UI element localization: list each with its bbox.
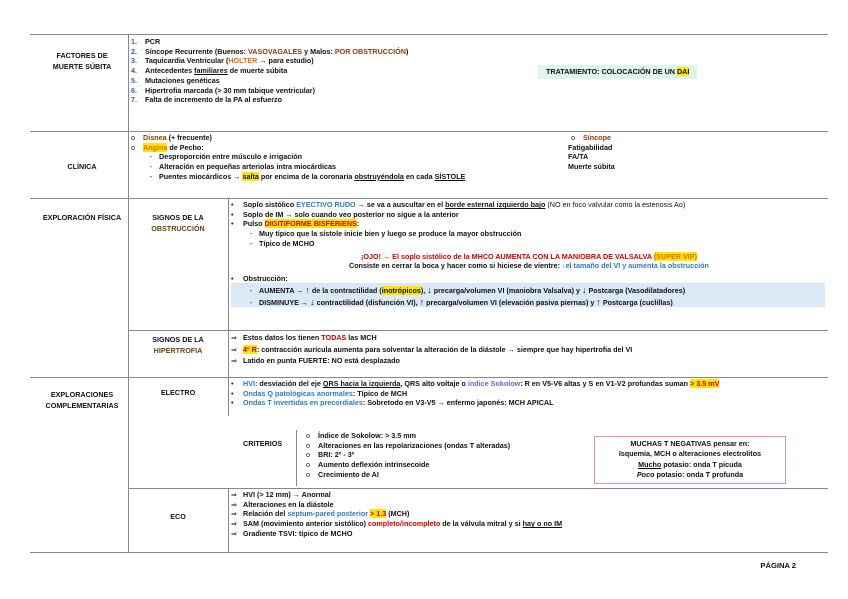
electro-list: • HVI: desviación del eje QRS hacia la izquierda, QRS alto voltaje o índice Sokolow: R en V5-V6 altas y S en V1-V2 profundas suman > 3.5 mV • Ondas Q patológicas anormales: Típico de MCH • Ondas T invertidas en precordiales: Sobretodo en V3-V5 → enfermo japonés: MCH APICAL xyxy=(231,379,720,408)
t-negativas-box: MUCHAS T NEGATIVAS pensar en: Isquemia, MCH o alteraciones electrolitos Mucho potasio: onda T picuda Poco potasio: onda T profunda xyxy=(594,436,786,484)
factores-row xyxy=(30,34,828,131)
exploracion-label: EXPLORACIÓN FÍSICA xyxy=(42,213,122,222)
tratamiento-box: TRATAMIENTO: COLOCACIÓN DE UN DAI xyxy=(538,65,697,79)
clinica-row xyxy=(30,131,828,198)
obstruccion-list: • Soplo sistólico EYECTIVO RUDO → se va a auscultar en el borde esternal izquierdo bajo (NO en foco valvular como la estenosis Ao) • Soplo de IM → solo cuando veo posterior no sigue a la anterior • Pulso DIGITIFORME BISFERIENS: - Muy típico que la sístole inicie bien y luego se produce la mayor obstrucción - Típico de MCHO ¡OJO! → El soplo sistólico de la MHCO AUMENTA CON LA MANIOBRA DE VALSALVA (SUPER VIP) Consiste en cerrar la boca y hacer como si hiciese de vientre: ↓el tamaño del VI y aumenta la obstrucción • Obstrucción: - AUMENTA → ↑ de la contractilidad (inotrópicos), ↓ precarga/volumen VI (maniobra Valsalva) y ↓ Postcarga (Vasodilatadores) - DISMINUYE → ↓ contractilidad (disfunción VI), ↑ precarga/volumen VI (elevación pasiva piernas) y ↑ Postcarga (cuclillas) xyxy=(231,200,709,307)
hipertrofia-label: SIGNOS DE LA HIPERTROFIA xyxy=(152,335,204,355)
obstruccion-label: SIGNOS DE LA OBSTRUCCIÓN xyxy=(151,213,205,233)
exploracion-row xyxy=(30,198,828,377)
clinica-right: o Síncope Fatigabilidad FA/TA Muerte súbita xyxy=(568,133,615,172)
clinica-list: o Disnea (+ frecuente) o Angina de Pecho: - Desproporción entre músculo e irrigación - Alteración en pequeñas arteriolas intra miocárdicas - Puentes miocárdicos → salta por encima de la coronaria obstruyéndola en cada SÍSTOLE xyxy=(131,133,466,181)
eco-list: ⇒ HVI (> 12 mm) → Anormal ⇒ Alteraciones en la diástole ⇒ Relación del septum-pared posterior > 1.3 (MCH) ⇒ SAM (movimiento anterior sistólico) completo/incompleto de la válvula mitral y si hay o no IM ⇒ Gradiente TSVI: típico de MCHO xyxy=(231,490,563,538)
hipertrofia-list: ⇒ Estos datos los tienen TODAS las MCH ⇒ 4º R: contracción aurícula aumenta para solventar la alteración de la diástole → siempre que hay hipertrofia del VI ⇒ Latido en punta FUERTE: NO está desplazado xyxy=(231,333,633,366)
electro-label: ELECTRO xyxy=(160,388,196,397)
complementarias-label: EXPLORACIONES COMPLEMENTARIAS xyxy=(45,390,119,410)
criterios-list: o Índice de Sokolow: > 3.5 mm o Alteraciones en las repolarizaciones (ondas T alteradas) o BRI: 2º - 3º o Aumento deflexión intrinsecoide o Crecimiento de AI xyxy=(306,431,511,479)
eco-label: ECO xyxy=(170,512,186,521)
complementarias-row xyxy=(30,377,828,553)
factores-list: 1. PCR 2. Síncope Recurrente (Buenos: VASOVAGALES y Malos: POR OBSTRUCCIÓN) 3. Taquicardia Ventricular (HOLTER → para estudio) 4. Antecedentes familiares de muerte súbita 5. Mutaciones genéticas 6. Hipertrofia marcada (> 30 mm tabique ventricular) 7. Falta de incremento de la PA al esfuerzo xyxy=(131,37,409,105)
clinica-label: CLÍNICA xyxy=(67,162,97,171)
summary-table xyxy=(30,34,828,553)
page-number: PÁGINA 2 xyxy=(760,560,796,570)
factores-label: FACTORES DE MUERTE SÚBITA xyxy=(52,51,112,71)
criterios-label: CRITERIOS xyxy=(243,439,283,448)
